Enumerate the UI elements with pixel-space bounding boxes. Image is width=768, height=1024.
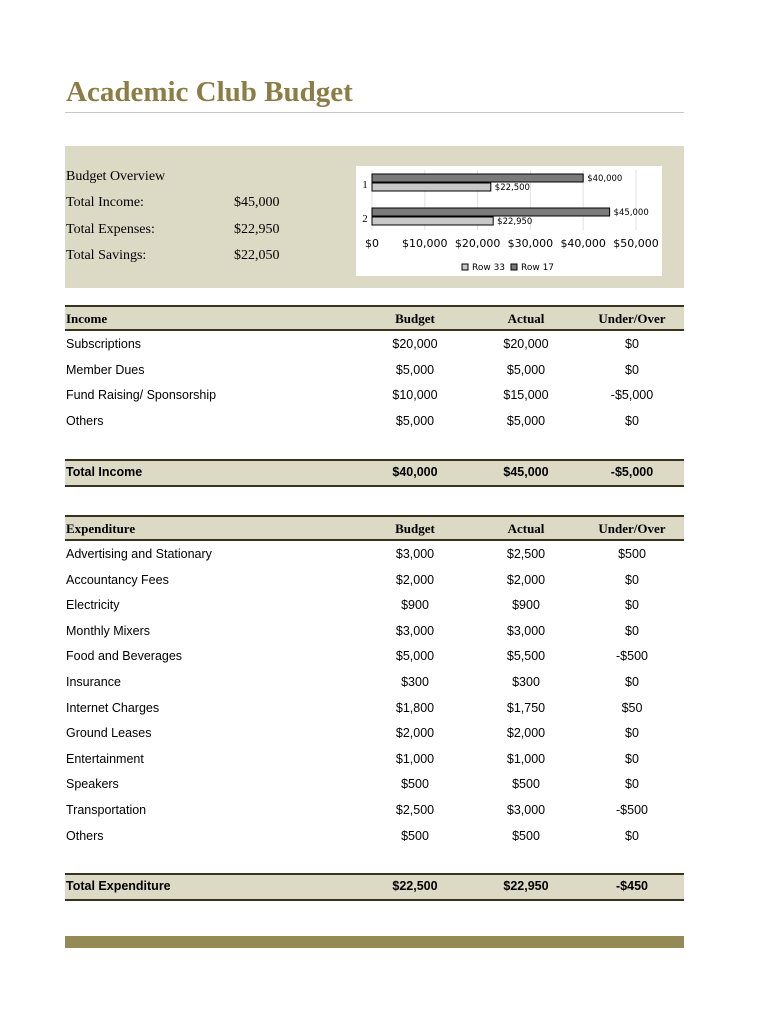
table-row (65, 569, 684, 593)
row-under-over: $500 (618, 547, 646, 561)
table-row (65, 697, 684, 721)
row-actual: $3,000 (506, 623, 546, 638)
chart-legend-label: Row 33 (472, 263, 506, 273)
budget-overview-panel (65, 146, 684, 288)
row-under-over: -$500 (616, 649, 648, 664)
total-income-label: Total Income: (66, 195, 144, 210)
row-under-over: $0 (625, 362, 639, 377)
row-label: Speakers (66, 777, 119, 792)
row-budget: $300 (401, 675, 429, 689)
chart-bar (372, 217, 493, 225)
table-row (65, 384, 684, 408)
row-actual: $5,000 (506, 413, 546, 428)
row-label: Member Dues (66, 362, 145, 377)
table-row (65, 543, 684, 567)
table-row (65, 359, 684, 383)
row-actual: $300 (512, 675, 540, 689)
row-label: Transportation (66, 803, 147, 817)
table-row (65, 594, 684, 618)
row-label: Subscriptions (66, 337, 142, 351)
row-label: Accountancy Fees (66, 572, 169, 587)
income-total-actual: $45,000 (503, 465, 549, 479)
row-under-over: -$500 (616, 803, 648, 817)
expenditure-total-label: Total Expenditure (66, 879, 171, 893)
row-budget: $2,000 (395, 726, 435, 741)
income-header-name: Income (66, 311, 108, 326)
row-label: Electricity (66, 598, 120, 613)
row-under-over: $0 (625, 623, 639, 638)
row-actual: $2,000 (506, 572, 546, 587)
table-row (65, 645, 684, 669)
table-row (65, 333, 684, 357)
row-actual: $900 (512, 598, 540, 613)
expenditure-header-under-over: Under/Over (598, 521, 666, 536)
table-row (65, 799, 684, 823)
row-actual: $500 (512, 828, 540, 843)
row-under-over: $0 (625, 675, 639, 689)
total-savings-value: $22,050 (234, 248, 280, 263)
chart-bar (372, 174, 583, 182)
total-income-value: $45,000 (234, 195, 280, 210)
chart-data-label: $45,000 (613, 208, 649, 218)
row-under-over: $0 (625, 413, 639, 428)
row-budget: $500 (401, 828, 429, 843)
row-under-over: $0 (625, 751, 639, 766)
chart-category-label: 2 (362, 213, 368, 225)
row-budget: $2,500 (395, 803, 435, 817)
row-budget: $900 (401, 598, 429, 613)
row-actual: $2,000 (506, 726, 546, 741)
chart-data-label: $22,500 (494, 183, 530, 193)
chart-legend-label: Row 17 (521, 263, 555, 273)
row-actual: $5,000 (506, 362, 546, 377)
expenditure-header-name: Expenditure (66, 521, 136, 536)
row-actual: $5,500 (506, 649, 546, 664)
table-row (65, 722, 684, 746)
row-label: Ground Leases (66, 726, 152, 741)
expenditure-total-budget: $22,500 (392, 879, 438, 893)
expenditure-header-row (65, 515, 684, 541)
row-actual: $15,000 (503, 388, 549, 402)
table-row (65, 773, 684, 797)
row-under-over: $0 (625, 828, 639, 843)
row-budget: $500 (401, 777, 429, 792)
income-header-actual: Actual (507, 311, 545, 326)
chart-legend-swatch (511, 264, 517, 270)
chart-legend-swatch (462, 264, 468, 270)
row-under-over: $0 (625, 337, 639, 351)
income-total-label: Total Income (66, 465, 143, 479)
row-under-over: $0 (625, 598, 639, 613)
row-budget: $1,800 (395, 700, 435, 715)
row-under-over: -$5,000 (610, 388, 654, 402)
chart-x-tick-label: $50,000 (613, 237, 659, 250)
expenditure-total-actual: $22,950 (503, 879, 549, 893)
chart-x-tick-label: $20,000 (454, 237, 501, 250)
title-divider (65, 112, 684, 113)
overview-chart (356, 166, 662, 276)
row-label: Fund Raising/ Sponsorship (66, 388, 217, 402)
row-label: Entertainment (66, 751, 144, 766)
row-label: Food and Beverages (66, 649, 183, 664)
chart-bar (372, 208, 610, 216)
chart-x-tick-label: $0 (365, 237, 379, 250)
row-budget: $20,000 (392, 337, 438, 351)
row-budget: $3,000 (395, 623, 435, 638)
chart-svg (356, 166, 662, 276)
total-expenses-value: $22,950 (234, 222, 280, 237)
row-under-over: $50 (621, 700, 643, 715)
chart-category-label: 1 (362, 179, 368, 191)
row-under-over: $0 (625, 777, 639, 792)
row-budget: $5,000 (395, 649, 435, 664)
row-under-over: $0 (625, 572, 639, 587)
income-total-row (65, 459, 684, 487)
total-savings-label: Total Savings: (66, 248, 147, 263)
row-budget: $5,000 (395, 362, 435, 377)
row-label: Others (66, 413, 104, 428)
row-actual: $500 (512, 777, 540, 792)
row-budget: $1,000 (395, 751, 435, 766)
footer-bar (65, 936, 684, 948)
row-budget: $2,000 (395, 572, 435, 587)
row-budget: $5,000 (395, 413, 435, 428)
chart-data-label: $40,000 (587, 174, 623, 184)
page-title: Academic Club Budget (66, 76, 353, 108)
table-row (65, 410, 684, 434)
income-header-row (65, 305, 684, 331)
chart-data-label: $22,950 (497, 217, 533, 227)
row-label: Insurance (66, 675, 121, 689)
row-label: Internet Charges (66, 700, 160, 715)
chart-x-tick-label: $30,000 (507, 237, 554, 250)
expenditure-total-under-over: -$450 (616, 879, 648, 893)
table-row (65, 671, 684, 695)
row-actual: $2,500 (506, 547, 546, 561)
chart-x-tick-label: $10,000 (402, 237, 448, 250)
row-actual: $1,750 (506, 700, 546, 715)
row-actual: $3,000 (506, 803, 546, 817)
row-under-over: $0 (625, 726, 639, 741)
row-label: Monthly Mixers (66, 623, 151, 638)
expenditure-header-actual: Actual (507, 521, 545, 536)
table-row (65, 825, 684, 849)
expenditure-total-row (65, 873, 684, 901)
row-actual: $1,000 (506, 751, 546, 766)
income-header-under-over: Under/Over (598, 311, 666, 326)
row-label: Advertising and Stationary (66, 547, 212, 561)
row-actual: $20,000 (503, 337, 549, 351)
table-row (65, 620, 684, 644)
income-header-budget: Budget (395, 311, 435, 326)
row-budget: $3,000 (395, 547, 435, 561)
total-expenses-label: Total Expenses: (66, 222, 155, 237)
income-total-under-over: -$5,000 (610, 465, 654, 479)
chart-bar (372, 183, 491, 191)
expenditure-header-budget: Budget (395, 521, 435, 536)
row-budget: $10,000 (392, 388, 438, 402)
table-row (65, 748, 684, 772)
overview-heading: Budget Overview (66, 169, 166, 184)
income-total-budget: $40,000 (392, 465, 438, 479)
row-label: Others (66, 828, 104, 843)
chart-x-tick-label: $40,000 (560, 237, 606, 250)
